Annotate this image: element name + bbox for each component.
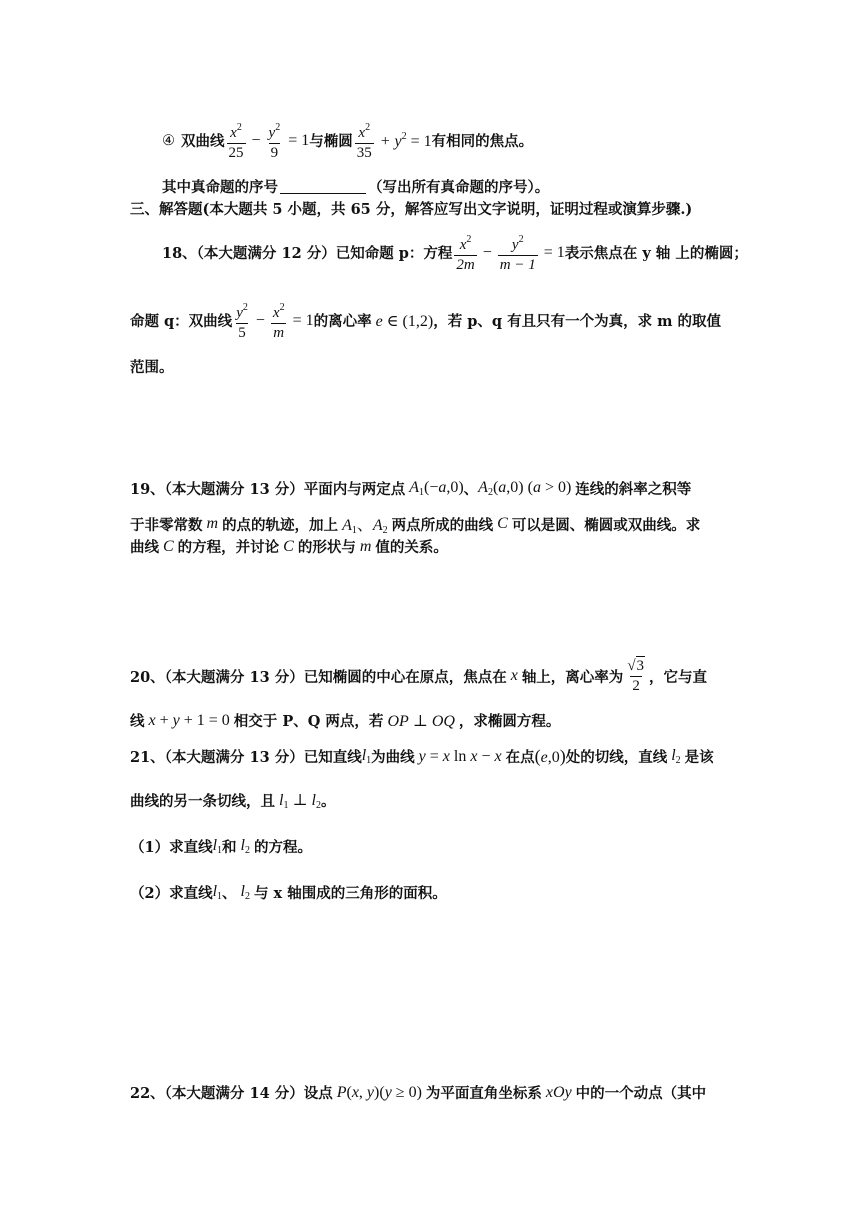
question-20-line-2: 线 x + y + 1 = 0 相交于 P、Q 两点，若 OP ⊥ OQ ，求椭圆方程。 [130, 711, 561, 730]
fraction: $\frac{√3}{2}$ [627, 658, 645, 694]
item-number: ④ [162, 132, 175, 149]
question-18-line-3: 范围。 [130, 359, 174, 376]
fraction: $\frac{y^2}{9}$ [268, 122, 281, 161]
fraction: $\frac{x^2}{m}$ [272, 302, 285, 341]
question-21-line-2: 曲线的另一条切线，且 $l_1$ ⊥ $l_2$ 。 [130, 792, 336, 811]
question-21: 21、（本大题满分 13 分）已知直线 $l_1$ 为曲线 y = x ln x − x 在点 (e,0) 处的切线，直线 $l_2$ 是该 [130, 746, 714, 766]
question-22: 22、（本大题满分 14 分）设点 P(x, y)(y ≥ 0) 为平面直角坐标系 xOy 中的一个动点（其中 [130, 1083, 707, 1102]
question-19-line-3: 曲线 C 的方程，并讨论 C 的形状与 m 值的关系。 [130, 537, 448, 556]
question-21-part-1: （1）求直线 $l_1$ 和 $l_2$ 的方程。 [130, 837, 312, 856]
fraction: $\frac{x^2}{25}$ [228, 122, 244, 161]
question-18: 18、（本大题满分 12 分）已知命题 p：方程 $\frac{x^2}{2m}$ − $\frac{y^2}{m - 1}$ = 1 表示焦点在 y 轴 上的椭圆； [162, 230, 748, 275]
fraction: $\frac{y^2}{5}$ [236, 302, 248, 341]
fraction: $\frac{y^2}{m - 1}$ [499, 234, 536, 273]
fraction: $\frac{x^2}{35}$ [356, 122, 372, 161]
fill-in-prompt: 其中真命题的序号 （写出所有真命题的序号）。 [162, 179, 550, 196]
fraction: $\frac{x^2}{2m}$ [456, 234, 475, 273]
question-19: 19、（本大题满分 13 分）平面内与两定点 $A_1(-a,0)$ 、 $A_2(a,0) (a > 0)$ 连线的斜率之积等 [130, 479, 692, 498]
answer-blank[interactable] [280, 179, 366, 194]
section-heading: 三、解答题(本大题共 5 小题，共 65 分，解答应写出文字说明，证明过程或演算步骤.) [130, 201, 693, 218]
question-20: 20、（本大题满分 13 分）已知椭圆的中心在原点，焦点在 x 轴上，离心率为 $\frac{√3}{2}$ ，它与直 [130, 658, 708, 694]
statement-4: ④ 双曲线 $\frac{x^2}{25}$ − $\frac{y^2}{9}$ = 1 与椭圆 $\frac{x^2}{35}$ + $y^2 = 1$ 有相同的焦点。 [162, 118, 533, 163]
question-19-line-2: 于非零常数 m 的点的轨迹，加上 $A_1$、$A_2$ 两点所成的曲线 C 可以是圆、椭圆或双曲线。求 [130, 515, 701, 536]
question-21-part-2: （2）求直线 $l_1$ 、 $l_2$ 与 x 轴围成的三角形的面积。 [130, 883, 447, 902]
question-18-line-2: 命题 q：双曲线 $\frac{y^2}{5}$ − $\frac{x^2}{m}$ = 1 的离心率 e ∈ (1,2) ，若 p、q 有且只有一个为真，求 m 的取值 [130, 298, 721, 343]
